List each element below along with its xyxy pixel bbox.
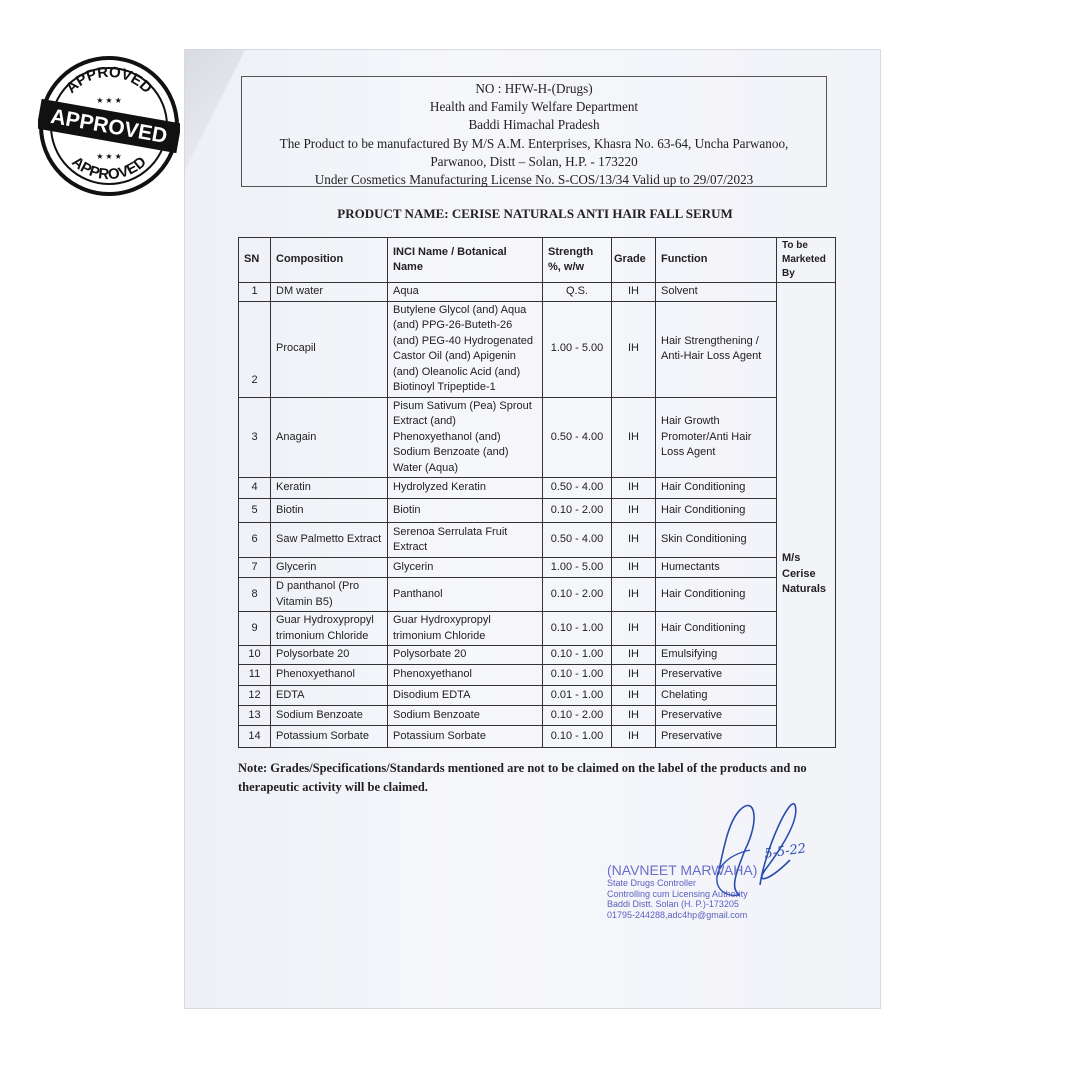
header-grade: Grade — [612, 238, 656, 283]
composition-cell: Sodium Benzoate — [271, 706, 388, 726]
strength-cell: 1.00 - 5.00 — [543, 301, 612, 397]
function-cell: Solvent — [656, 283, 777, 302]
sn-cell: 1 — [239, 283, 271, 302]
strength-cell: Q.S. — [543, 283, 612, 302]
composition-cell: Anagain — [271, 397, 388, 478]
strength-cell: 1.00 - 5.00 — [543, 558, 612, 578]
strength-cell: 0.10 - 1.00 — [543, 665, 612, 686]
strength-cell: 0.10 - 1.00 — [543, 726, 612, 748]
function-cell: Hair Strengthening / Anti-Hair Loss Agent — [656, 301, 777, 397]
table-row — [239, 578, 836, 612]
sn-cell: 5 — [239, 499, 271, 523]
header-function: Function — [656, 238, 777, 283]
grade-cell: IH — [612, 665, 656, 686]
function-cell: Humectants — [656, 558, 777, 578]
table-row — [239, 706, 836, 726]
grade-cell: IH — [612, 612, 656, 646]
inci-cell: Polysorbate 20 — [388, 646, 543, 665]
function-cell: Hair Conditioning — [656, 578, 777, 612]
table-row — [239, 523, 836, 558]
strength-cell: 0.10 - 2.00 — [543, 706, 612, 726]
grade-cell: IH — [612, 578, 656, 612]
inci-cell: Pisum Sativum (Pea) Sprout Extract (and) Phenoxyethanol (and) Sodium Benzoate (and) Water (Aqua) — [388, 397, 543, 478]
sn-cell: 10 — [239, 646, 271, 665]
signatory-address: Baddi Distt. Solan (H. P.)-173205 — [607, 899, 739, 909]
inci-cell: Disodium EDTA — [388, 686, 543, 706]
table-row — [239, 283, 836, 302]
table-row — [239, 301, 836, 397]
table-row — [239, 397, 836, 478]
inci-cell: Guar Hydroxypropyl trimonium Chloride — [388, 612, 543, 646]
grade-cell: IH — [612, 397, 656, 478]
sn-cell: 6 — [239, 523, 271, 558]
function-cell: Hair Growth Promoter/Anti Hair Loss Agent — [656, 397, 777, 478]
strength-cell: 0.50 - 4.00 — [543, 523, 612, 558]
department-name: Health and Family Welfare Department — [429, 99, 639, 115]
grade-cell: IH — [612, 499, 656, 523]
inci-cell: Hydrolyzed Keratin — [388, 478, 543, 499]
composition-cell: Saw Palmetto Extract — [271, 523, 388, 558]
reference-number: NO : HFW-H-(Drugs) — [475, 81, 593, 96]
official-stamp-text — [607, 862, 757, 920]
sn-cell: 2 — [239, 301, 271, 397]
function-cell: Preservative — [656, 665, 777, 686]
manufacturer-line: The Product to be manufactured By M/S A.M. Enterprises, Khasra No. 63-64, Uncha Parwanoo, — [279, 135, 789, 151]
header-composition: Composition — [271, 238, 388, 283]
signature-date: 5-5-22 — [763, 841, 808, 862]
inci-cell: Phenoxyethanol — [388, 665, 543, 686]
table-header-row — [239, 238, 836, 283]
composition-cell: Potassium Sorbate — [271, 726, 388, 748]
sn-cell: 13 — [239, 706, 271, 726]
svg-text:APPROVED: APPROVED — [68, 153, 150, 184]
strength-cell: 0.50 - 4.00 — [543, 397, 612, 478]
license-line: Under Cosmetics Manufacturing License No. S-COS/13/34 Valid up to 29/07/2023 — [314, 172, 754, 188]
composition-cell: Procapil — [271, 301, 388, 397]
inci-cell: Butylene Glycol (and) Aqua (and) PPG-26-Buteth-26 (and) PEG-40 Hydrogenated Castor Oil (and) Apigenin (and) Oleanolic Acid (and) Biotinoyl Tripeptide-1 — [388, 301, 543, 397]
table-row — [239, 686, 836, 706]
inci-cell: Aqua — [388, 283, 543, 302]
note-text: Note: Grades/Specifications/Standards mentioned are not to be claimed on the label of the products and no therapeutic activity will be claimed. — [238, 761, 807, 794]
grade-cell: IH — [612, 686, 656, 706]
composition-cell: Polysorbate 20 — [271, 646, 388, 665]
approved-stamp — [38, 55, 180, 197]
composition-cell: D panthanol (Pro Vitamin B5) — [271, 578, 388, 612]
inci-cell: Panthanol — [388, 578, 543, 612]
grade-cell: IH — [612, 706, 656, 726]
strength-cell: 0.10 - 1.00 — [543, 646, 612, 665]
header-marketed-by: To be Marketed By — [777, 238, 836, 283]
svg-text:★ ★ ★: ★ ★ ★ — [96, 152, 122, 161]
function-cell: Emulsifying — [656, 646, 777, 665]
location: Baddi Himachal Pradesh — [468, 117, 600, 133]
sn-cell: 12 — [239, 686, 271, 706]
table-row — [239, 478, 836, 499]
table-row — [239, 558, 836, 578]
signatory-contact: 01795-244288,adc4hp@gmail.com — [607, 909, 748, 920]
sn-cell: 4 — [239, 478, 271, 499]
signatory-name: (NAVNEET MARWAHA) — [607, 862, 758, 878]
manufacturer-address: Parwanoo, Distt – Solan, H.P. - 173220 — [430, 153, 638, 169]
composition-cell: Biotin — [271, 499, 388, 523]
strength-cell: 0.01 - 1.00 — [543, 686, 612, 706]
letterhead-box — [241, 76, 827, 187]
function-cell: Hair Conditioning — [656, 499, 777, 523]
strength-cell: 0.10 - 2.00 — [543, 499, 612, 523]
sn-cell: 11 — [239, 665, 271, 686]
sn-cell: 3 — [239, 397, 271, 478]
function-cell: Preservative — [656, 726, 777, 748]
strength-cell: 0.10 - 2.00 — [543, 578, 612, 612]
signatory-title: State Drugs Controller — [607, 878, 697, 888]
grade-cell: IH — [612, 478, 656, 499]
header-sn: SN — [239, 238, 271, 283]
function-cell: Preservative — [656, 706, 777, 726]
composition-cell: Guar Hydroxypropyl trimonium Chloride — [271, 612, 388, 646]
inci-cell: Biotin — [388, 499, 543, 523]
table-row — [239, 665, 836, 686]
grade-cell: IH — [612, 283, 656, 302]
sn-cell: 14 — [239, 726, 271, 748]
function-cell: Skin Conditioning — [656, 523, 777, 558]
header-strength: Strength %, w/w — [543, 238, 612, 283]
inci-cell: Potassium Sorbate — [388, 726, 543, 748]
svg-text:APPROVED: APPROVED — [62, 63, 156, 97]
inci-cell: Serenoa Serrulata Fruit Extract — [388, 523, 543, 558]
marketed-by-cell: M/s Cerise Naturals — [777, 283, 836, 748]
composition-cell: Keratin — [271, 478, 388, 499]
grade-cell: IH — [612, 726, 656, 748]
svg-text:APPROVED: APPROVED — [48, 104, 169, 149]
composition-cell: Glycerin — [271, 558, 388, 578]
grade-cell: IH — [612, 646, 656, 665]
signatory-role: Controlling cum Licensing Authority — [607, 888, 748, 899]
header-inci: INCI Name / Botanical Name — [388, 238, 543, 283]
sn-cell: 9 — [239, 612, 271, 646]
sn-cell: 8 — [239, 578, 271, 612]
table-row — [239, 726, 836, 748]
function-cell: Hair Conditioning — [656, 478, 777, 499]
function-cell: Hair Conditioning — [656, 612, 777, 646]
composition-cell: EDTA — [271, 686, 388, 706]
inci-cell: Sodium Benzoate — [388, 706, 543, 726]
inci-cell: Glycerin — [388, 558, 543, 578]
table-row — [239, 612, 836, 646]
svg-text:★ ★ ★: ★ ★ ★ — [96, 96, 122, 105]
table-row — [239, 646, 836, 665]
composition-table — [238, 237, 836, 748]
grade-cell: IH — [612, 301, 656, 397]
function-cell: Chelating — [656, 686, 777, 706]
table-row — [239, 499, 836, 523]
strength-cell: 0.10 - 1.00 — [543, 612, 612, 646]
strength-cell: 0.50 - 4.00 — [543, 478, 612, 499]
sn-cell: 7 — [239, 558, 271, 578]
composition-cell: Phenoxyethanol — [271, 665, 388, 686]
composition-cell: DM water — [271, 283, 388, 302]
grade-cell: IH — [612, 558, 656, 578]
product-name: PRODUCT NAME: CERISE NATURALS ANTI HAIR FALL SERUM — [337, 206, 733, 221]
grade-cell: IH — [612, 523, 656, 558]
